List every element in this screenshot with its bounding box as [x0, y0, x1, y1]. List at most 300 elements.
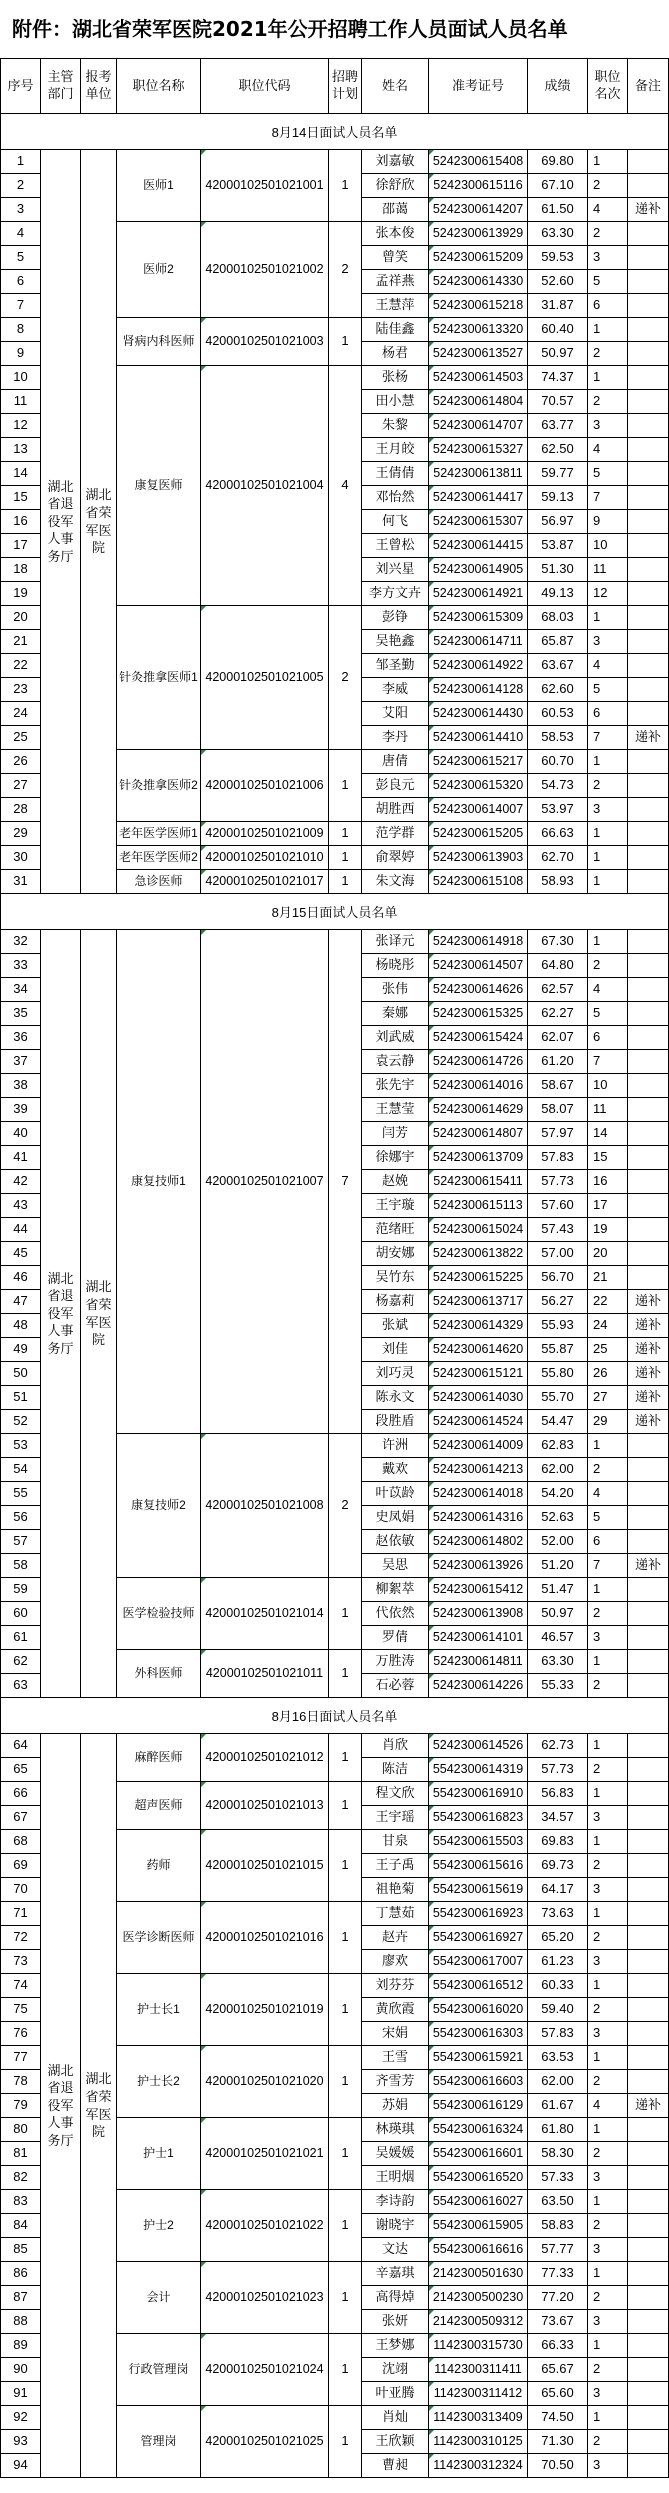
- position-code: 42000102501021010: [201, 846, 329, 870]
- row-number: 94: [1, 2454, 41, 2478]
- position-rank: 3: [588, 1806, 628, 1830]
- score: 62.70: [528, 846, 588, 870]
- score: 34.57: [528, 1806, 588, 1830]
- row-number: 22: [1, 654, 41, 678]
- note: [628, 2046, 669, 2070]
- row-number: 36: [1, 1026, 41, 1050]
- score: 55.80: [528, 1362, 588, 1386]
- exam-id: 5542300617007: [429, 1950, 528, 1974]
- candidate-name: 陈永文: [362, 1386, 429, 1410]
- score: 55.33: [528, 1674, 588, 1698]
- position-rank: 1: [588, 870, 628, 894]
- candidate-name: 赵娩: [362, 1170, 429, 1194]
- score: 55.93: [528, 1314, 588, 1338]
- exam-id: 5242300614018: [429, 1482, 528, 1506]
- row-number: 27: [1, 774, 41, 798]
- score: 68.03: [528, 606, 588, 630]
- position-rank: 1: [588, 930, 628, 954]
- candidate-name: 廖欢: [362, 1950, 429, 1974]
- candidate-name: 胡胜西: [362, 798, 429, 822]
- note: [628, 1098, 669, 1122]
- hiring-plan: 1: [329, 2118, 362, 2190]
- note: [628, 2118, 669, 2142]
- candidate-name: 王曾松: [362, 534, 429, 558]
- exam-id: 5242300614711: [429, 630, 528, 654]
- exam-id: 5542300616520: [429, 2166, 528, 2190]
- row-number: 28: [1, 798, 41, 822]
- position-name: 护士1: [117, 2118, 201, 2190]
- position-name: 急诊医师: [117, 870, 201, 894]
- candidate-name: 王宇瑶: [362, 1806, 429, 1830]
- position-name: 老年医学医师1: [117, 822, 201, 846]
- score: 56.83: [528, 1782, 588, 1806]
- exam-id: 5242300614707: [429, 414, 528, 438]
- score: 58.07: [528, 1098, 588, 1122]
- exam-id: 5542300615619: [429, 1878, 528, 1902]
- position-rank: 7: [588, 726, 628, 750]
- candidate-name: 辛嘉琪: [362, 2262, 429, 2286]
- position-rank: 3: [588, 2022, 628, 2046]
- exam-id: 5542300614319: [429, 1758, 528, 1782]
- note: [628, 1218, 669, 1242]
- position-name: 康复技师2: [117, 1434, 201, 1578]
- position-rank: 1: [588, 750, 628, 774]
- note: [628, 390, 669, 414]
- exam-id: 5242300614009: [429, 1434, 528, 1458]
- score: 62.73: [528, 1734, 588, 1758]
- candidate-name: 胡安娜: [362, 1242, 429, 1266]
- hiring-plan: 1: [329, 2046, 362, 2118]
- row-number: 50: [1, 1362, 41, 1386]
- position-rank: 6: [588, 1530, 628, 1554]
- candidate-name: 张杨: [362, 366, 429, 390]
- position-rank: 4: [588, 1482, 628, 1506]
- note: [628, 2286, 669, 2310]
- position-code: 42000102501021006: [201, 750, 329, 822]
- row-number: 60: [1, 1602, 41, 1626]
- section-header-row: [1, 894, 669, 930]
- row-number: 30: [1, 846, 41, 870]
- position-name: 药师: [117, 1830, 201, 1902]
- candidate-name: 叶亚腾: [362, 2382, 429, 2406]
- note: [628, 2238, 669, 2262]
- hiring-plan: 1: [329, 150, 362, 222]
- position-rank: 2: [588, 1998, 628, 2022]
- row-number: 15: [1, 486, 41, 510]
- hiring-plan: 1: [329, 1734, 362, 1782]
- note: [628, 2382, 669, 2406]
- position-rank: 2: [588, 2142, 628, 2166]
- exam-id: 5242300614526: [429, 1734, 528, 1758]
- note: [628, 2142, 669, 2166]
- row-number: 48: [1, 1314, 41, 1338]
- note: 递补: [628, 2094, 669, 2118]
- position-name: 医师1: [117, 150, 201, 222]
- score: 58.67: [528, 1074, 588, 1098]
- exam-id: 1142300311411: [429, 2358, 528, 2382]
- exam-id: 5242300615327: [429, 438, 528, 462]
- row-number: 18: [1, 558, 41, 582]
- note: [628, 1242, 669, 1266]
- exam-id: 5242300615113: [429, 1194, 528, 1218]
- score: 57.77: [528, 2238, 588, 2262]
- candidate-name: 王明烟: [362, 2166, 429, 2190]
- exam-id: 1142300312324: [429, 2454, 528, 2478]
- candidate-name: 彭铮: [362, 606, 429, 630]
- candidate-name: 陈洁: [362, 1758, 429, 1782]
- score: 46.57: [528, 1626, 588, 1650]
- position-rank: 26: [588, 1362, 628, 1386]
- position-name: 会计: [117, 2262, 201, 2334]
- exam-id: 5542300616603: [429, 2070, 528, 2094]
- note: [628, 1026, 669, 1050]
- candidate-name: 曹昶: [362, 2454, 429, 2478]
- section-header-row: [1, 1698, 669, 1734]
- score: 50.97: [528, 1602, 588, 1626]
- position-code: 42000102501021002: [201, 222, 329, 318]
- exam-id: 5242300614207: [429, 198, 528, 222]
- exam-id: 5242300615408: [429, 150, 528, 174]
- row-number: 56: [1, 1506, 41, 1530]
- row-number: 68: [1, 1830, 41, 1854]
- score: 58.53: [528, 726, 588, 750]
- position-rank: 5: [588, 1002, 628, 1026]
- hiring-plan: 1: [329, 2406, 362, 2478]
- candidate-name: 祖艳菊: [362, 1878, 429, 1902]
- row-number: 23: [1, 678, 41, 702]
- score: 63.30: [528, 222, 588, 246]
- score: 51.30: [528, 558, 588, 582]
- candidate-name: 谢晓宇: [362, 2214, 429, 2238]
- note: [628, 1926, 669, 1950]
- note: [628, 1146, 669, 1170]
- position-code: 42000102501021017: [201, 870, 329, 894]
- header-rank: 职位名次: [588, 59, 628, 114]
- position-rank: 19: [588, 1218, 628, 1242]
- position-code: 42000102501021019: [201, 1974, 329, 2046]
- exam-id: 5242300615309: [429, 606, 528, 630]
- row-number: 54: [1, 1458, 41, 1482]
- score: 65.67: [528, 2358, 588, 2382]
- position-rank: 2: [588, 1758, 628, 1782]
- score: 59.77: [528, 462, 588, 486]
- score: 67.10: [528, 174, 588, 198]
- row-number: 76: [1, 2022, 41, 2046]
- row-number: 24: [1, 702, 41, 726]
- candidate-name: 刘兴星: [362, 558, 429, 582]
- score: 74.37: [528, 366, 588, 390]
- score: 62.27: [528, 1002, 588, 1026]
- position-rank: 15: [588, 1146, 628, 1170]
- exam-id: 5242300615325: [429, 1002, 528, 1026]
- note: [628, 1950, 669, 1974]
- exam-id: 5542300615905: [429, 2214, 528, 2238]
- note: [628, 1434, 669, 1458]
- note: 递补: [628, 1338, 669, 1362]
- row-number: 35: [1, 1002, 41, 1026]
- score: 65.87: [528, 630, 588, 654]
- candidate-name: 许洲: [362, 1434, 429, 1458]
- position-rank: 2: [588, 222, 628, 246]
- row-number: 3: [1, 198, 41, 222]
- exam-id: 5242300614507: [429, 954, 528, 978]
- candidate-name: 石必蓉: [362, 1674, 429, 1698]
- score: 60.40: [528, 318, 588, 342]
- score: 59.53: [528, 246, 588, 270]
- exam-id: 5242300615218: [429, 294, 528, 318]
- candidate-name: 程文欣: [362, 1782, 429, 1806]
- exam-id: 5242300614804: [429, 390, 528, 414]
- position-rank: 2: [588, 2214, 628, 2238]
- row-number: 19: [1, 582, 41, 606]
- note: [628, 606, 669, 630]
- note: [628, 678, 669, 702]
- exam-id: 5242300615411: [429, 1170, 528, 1194]
- candidate-name: 王子禹: [362, 1854, 429, 1878]
- note: [628, 930, 669, 954]
- position-rank: 3: [588, 2310, 628, 2334]
- position-name: 管理岗: [117, 2406, 201, 2478]
- row-number: 75: [1, 1998, 41, 2022]
- position-code: 42000102501021021: [201, 2118, 329, 2190]
- hiring-plan: 2: [329, 222, 362, 318]
- position-rank: 12: [588, 582, 628, 606]
- exam-id: 1142300313409: [429, 2406, 528, 2430]
- exam-id: 5242300614226: [429, 1674, 528, 1698]
- row-number: 77: [1, 2046, 41, 2070]
- candidate-name: 邵蔼: [362, 198, 429, 222]
- note: [628, 870, 669, 894]
- note: [628, 1878, 669, 1902]
- note: [628, 1458, 669, 1482]
- row-number: 86: [1, 2262, 41, 2286]
- hiring-plan: 1: [329, 2190, 362, 2262]
- section-title: 8月14日面试人员名单: [1, 114, 669, 150]
- position-name: 外科医师: [117, 1650, 201, 1698]
- position-code: 42000102501021008: [201, 1434, 329, 1578]
- hiring-plan: 1: [329, 1782, 362, 1830]
- row-number: 33: [1, 954, 41, 978]
- position-rank: 1: [588, 822, 628, 846]
- row-number: 84: [1, 2214, 41, 2238]
- row-number: 34: [1, 978, 41, 1002]
- candidate-name: 柳絮萃: [362, 1578, 429, 1602]
- note: [628, 462, 669, 486]
- row-number: 57: [1, 1530, 41, 1554]
- exam-id: 5242300614524: [429, 1410, 528, 1434]
- exam-id: 1142300315730: [429, 2334, 528, 2358]
- candidate-name: 邓怡然: [362, 486, 429, 510]
- note: [628, 1626, 669, 1650]
- candidate-name: 叶苡龄: [362, 1482, 429, 1506]
- note: [628, 2358, 669, 2382]
- candidate-name: 李方文卉: [362, 582, 429, 606]
- score: 66.63: [528, 822, 588, 846]
- position-rank: 6: [588, 1026, 628, 1050]
- score: 58.30: [528, 2142, 588, 2166]
- score: 64.17: [528, 1878, 588, 1902]
- note: [628, 1782, 669, 1806]
- header-note: 备注: [628, 59, 669, 114]
- candidate-name: 曾笑: [362, 246, 429, 270]
- position-name: 针灸推拿医师2: [117, 750, 201, 822]
- note: [628, 1074, 669, 1098]
- department-cell: 湖北省退役军人事务厅: [41, 150, 81, 894]
- note: [628, 1734, 669, 1758]
- exam-id: 5242300615024: [429, 1218, 528, 1242]
- position-rank: 11: [588, 1098, 628, 1122]
- candidate-name: 陆佳鑫: [362, 318, 429, 342]
- candidate-name: 王倩倩: [362, 462, 429, 486]
- candidate-name: 李丹: [362, 726, 429, 750]
- position-rank: 3: [588, 414, 628, 438]
- hiring-plan: 1: [329, 1578, 362, 1650]
- position-rank: 4: [588, 654, 628, 678]
- section-header-row: [1, 114, 669, 150]
- candidate-name: 张斌: [362, 1314, 429, 1338]
- note: [628, 798, 669, 822]
- score: 61.20: [528, 1050, 588, 1074]
- note: [628, 1806, 669, 1830]
- note: [628, 1578, 669, 1602]
- row-number: 12: [1, 414, 41, 438]
- exam-id: 2142300500230: [429, 2286, 528, 2310]
- candidate-name: 代依然: [362, 1602, 429, 1626]
- score: 56.70: [528, 1266, 588, 1290]
- position-rank: 1: [588, 1782, 628, 1806]
- unit-cell: 湖北省荣军医院: [81, 150, 117, 894]
- candidate-name: 赵卉: [362, 1926, 429, 1950]
- note: [628, 1050, 669, 1074]
- position-rank: 2: [588, 2286, 628, 2310]
- candidate-name: 赵依敏: [362, 1530, 429, 1554]
- exam-id: 5242300613903: [429, 846, 528, 870]
- score: 69.80: [528, 150, 588, 174]
- note: [628, 2430, 669, 2454]
- table-row: [1, 1734, 669, 1758]
- candidate-name: 俞翠婷: [362, 846, 429, 870]
- row-number: 83: [1, 2190, 41, 2214]
- candidate-name: 齐雪芳: [362, 2070, 429, 2094]
- row-number: 44: [1, 1218, 41, 1242]
- position-name: 医师2: [117, 222, 201, 318]
- score: 59.40: [528, 1998, 588, 2022]
- exam-id: 5242300613320: [429, 318, 528, 342]
- score: 58.83: [528, 2214, 588, 2238]
- row-number: 51: [1, 1386, 41, 1410]
- department-cell: 湖北省退役军人事务厅: [41, 1734, 81, 2478]
- row-number: 82: [1, 2166, 41, 2190]
- row-number: 11: [1, 390, 41, 414]
- position-rank: 1: [588, 1830, 628, 1854]
- note: [628, 366, 669, 390]
- exam-id: 5542300616129: [429, 2094, 528, 2118]
- row-number: 70: [1, 1878, 41, 1902]
- score: 73.63: [528, 1902, 588, 1926]
- position-name: 超声医师: [117, 1782, 201, 1830]
- score: 62.57: [528, 978, 588, 1002]
- note: [628, 750, 669, 774]
- candidate-name: 唐倩: [362, 750, 429, 774]
- score: 57.83: [528, 1146, 588, 1170]
- position-code: 42000102501021024: [201, 2334, 329, 2406]
- exam-id: 5242300613926: [429, 1554, 528, 1578]
- row-number: 71: [1, 1902, 41, 1926]
- candidate-name: 高得焯: [362, 2286, 429, 2310]
- position-rank: 2: [588, 1854, 628, 1878]
- score: 59.13: [528, 486, 588, 510]
- row-number: 47: [1, 1290, 41, 1314]
- position-rank: 1: [588, 2262, 628, 2286]
- exam-id: 5242300613717: [429, 1290, 528, 1314]
- candidate-name: 张译元: [362, 930, 429, 954]
- position-rank: 7: [588, 1554, 628, 1578]
- row-number: 41: [1, 1146, 41, 1170]
- candidate-name: 吴艳鑫: [362, 630, 429, 654]
- score: 61.67: [528, 2094, 588, 2118]
- score: 62.07: [528, 1026, 588, 1050]
- note: 递补: [628, 1362, 669, 1386]
- row-number: 67: [1, 1806, 41, 1830]
- row-number: 93: [1, 2430, 41, 2454]
- row-number: 59: [1, 1578, 41, 1602]
- note: [628, 1602, 669, 1626]
- exam-id: 5242300613527: [429, 342, 528, 366]
- position-name: 肾病内科医师: [117, 318, 201, 366]
- exam-id: 5542300615503: [429, 1830, 528, 1854]
- score: 52.00: [528, 1530, 588, 1554]
- row-number: 89: [1, 2334, 41, 2358]
- exam-id: 1142300311412: [429, 2382, 528, 2406]
- note: [628, 1998, 669, 2022]
- exam-id: 5242300615225: [429, 1266, 528, 1290]
- position-rank: 2: [588, 1674, 628, 1698]
- exam-id: 5242300614128: [429, 678, 528, 702]
- note: [628, 1122, 669, 1146]
- score: 54.73: [528, 774, 588, 798]
- note: [628, 2262, 669, 2286]
- position-rank: 6: [588, 702, 628, 726]
- row-number: 5: [1, 246, 41, 270]
- score: 57.00: [528, 1242, 588, 1266]
- row-number: 74: [1, 1974, 41, 1998]
- exam-id: 5242300614905: [429, 558, 528, 582]
- table-header-row: [1, 59, 669, 114]
- score: 52.63: [528, 1506, 588, 1530]
- score: 63.67: [528, 654, 588, 678]
- position-code: 42000102501021016: [201, 1902, 329, 1974]
- row-number: 81: [1, 2142, 41, 2166]
- position-rank: 1: [588, 1734, 628, 1758]
- exam-id: 5542300616512: [429, 1974, 528, 1998]
- row-number: 43: [1, 1194, 41, 1218]
- exam-id: 5242300615307: [429, 510, 528, 534]
- unit-cell: 湖北省荣军医院: [81, 1734, 117, 2478]
- score: 54.20: [528, 1482, 588, 1506]
- row-number: 6: [1, 270, 41, 294]
- note: [628, 150, 669, 174]
- note: [628, 582, 669, 606]
- exam-id: 5242300614629: [429, 1098, 528, 1122]
- position-rank: 7: [588, 1050, 628, 1074]
- position-rank: 1: [588, 1974, 628, 1998]
- position-code: 42000102501021011: [201, 1650, 329, 1698]
- score: 63.53: [528, 2046, 588, 2070]
- row-number: 2: [1, 174, 41, 198]
- score: 54.47: [528, 1410, 588, 1434]
- hiring-plan: 1: [329, 1902, 362, 1974]
- position-rank: 3: [588, 630, 628, 654]
